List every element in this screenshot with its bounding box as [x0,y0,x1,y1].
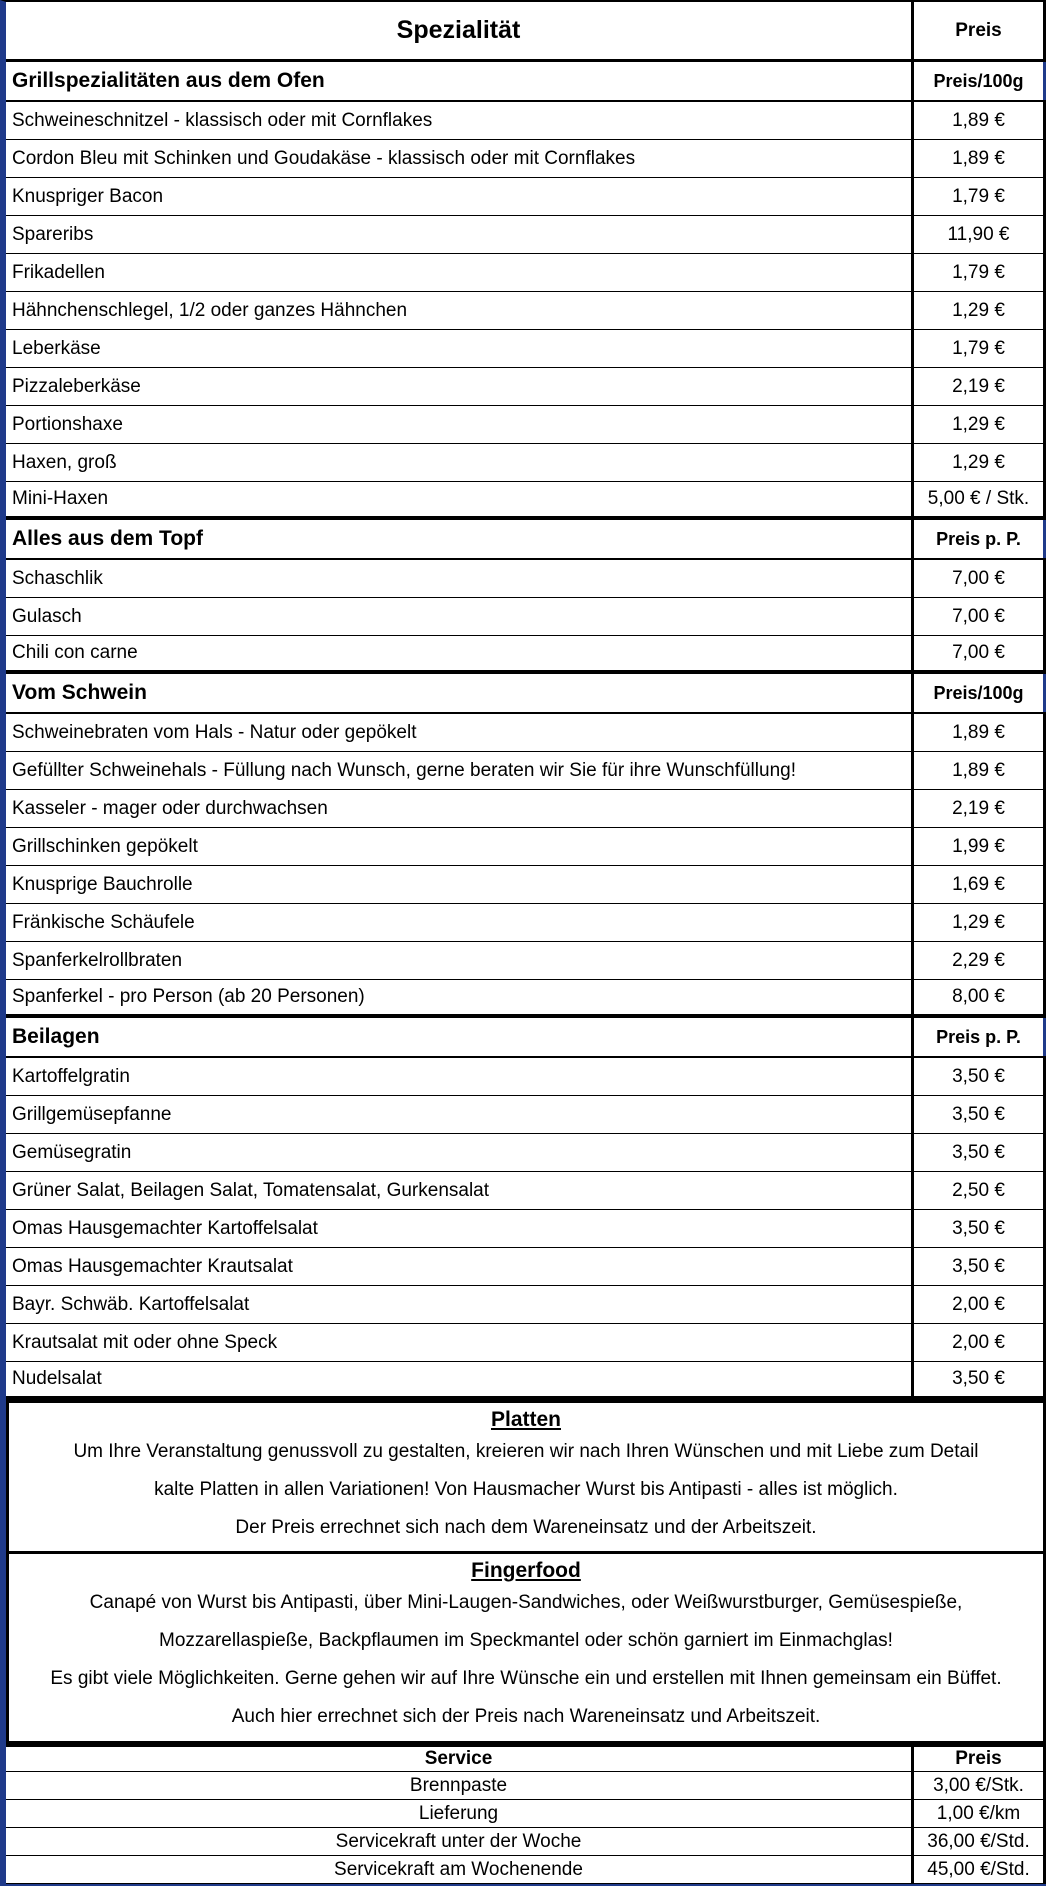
fingerfood-line: Canapé von Wurst bis Antipasti, über Mini-Laugen-Sandwiches, oder Weißwurstburger, Gemüsespieße, [89,1592,963,1613]
table-row [6,1058,1046,1096]
item-name: Kartoffelgratin [6,1058,914,1095]
table-header [6,2,1046,62]
item-price: 2,50 € [914,1172,1046,1209]
table-row [6,1324,1046,1362]
service-price: 45,00 €/Std. [914,1856,1046,1883]
sections-container [6,62,1046,1400]
platten-line: Der Preis errechnet sich nach dem Wareneinsatz und der Arbeitszeit. [235,1517,817,1538]
service-row [6,1856,1046,1884]
item-price: 3,50 € [914,1210,1046,1247]
item-name: Bayr. Schwäb. Kartoffelsalat [6,1286,914,1323]
platten-block [6,1400,1046,1554]
item-name: Portionshaxe [6,406,914,443]
service-price: 36,00 €/Std. [914,1828,1046,1855]
item-price: 1,79 € [914,330,1046,367]
table-row [6,714,1046,752]
section-header [6,674,1046,714]
table-row [6,866,1046,904]
section-header [6,1018,1046,1058]
section-title: Alles aus dem Topf [6,520,914,558]
service-row [6,1800,1046,1828]
item-name: Omas Hausgemachter Kartoffelsalat [6,1210,914,1247]
header-price: Preis [914,2,1046,59]
service-name: Servicekraft unter der Woche [6,1828,914,1855]
item-name: Frikadellen [6,254,914,291]
item-name: Grillgemüsepfanne [6,1096,914,1133]
table-row [6,980,1046,1018]
section-header [6,520,1046,560]
table-row [6,752,1046,790]
item-price: 1,69 € [914,866,1046,903]
table-row [6,216,1046,254]
table-row [6,1134,1046,1172]
table-row [6,482,1046,520]
item-name: Chili con carne [6,636,914,670]
item-price: 1,89 € [914,102,1046,139]
item-name: Spanferkelrollbraten [6,942,914,979]
item-price: 1,29 € [914,444,1046,481]
table-row [6,444,1046,482]
item-name: Knusprige Bauchrolle [6,866,914,903]
item-price: 7,00 € [914,560,1046,597]
table-row [6,560,1046,598]
fingerfood-line: Es gibt viele Möglichkeiten. Gerne gehen wir auf Ihre Wünsche ein und erstellen mit Ihnen gemeinsam ein Büffet. [50,1668,1002,1689]
fingerfood-block [6,1554,1046,1744]
section-price-label: Preis p. P. [914,520,1046,558]
item-price: 1,29 € [914,292,1046,329]
service-row [6,1828,1046,1856]
platten-title: Platten [490,1408,561,1431]
item-price: 5,00 € / Stk. [914,482,1046,516]
table-row [6,828,1046,866]
table-row [6,942,1046,980]
item-price: 8,00 € [914,980,1046,1014]
section-price-label: Preis/100g [914,62,1046,100]
table-row [6,636,1046,674]
item-name: Kasseler - mager oder durchwachsen [6,790,914,827]
item-name: Schweineschnitzel - klassisch oder mit Cornflakes [6,102,914,139]
item-price: 2,00 € [914,1286,1046,1323]
service-name: Servicekraft am Wochenende [6,1856,914,1883]
item-name: Schweinebraten vom Hals - Natur oder gepökelt [6,714,914,751]
section-price-label: Preis p. P. [914,1018,1046,1056]
platten-line: kalte Platten in allen Variationen! Von Hausmacher Wurst bis Antipasti - alles ist möglich. [154,1479,898,1500]
item-name: Nudelsalat [6,1362,914,1396]
section-title: Vom Schwein [6,674,914,712]
item-price: 3,50 € [914,1248,1046,1285]
item-name: Gulasch [6,598,914,635]
service-name: Lieferung [6,1800,914,1827]
item-name: Gemüsegratin [6,1134,914,1171]
item-price: 1,89 € [914,752,1046,789]
service-row [6,1772,1046,1800]
item-price: 3,50 € [914,1134,1046,1171]
item-price: 3,50 € [914,1058,1046,1095]
table-row [6,292,1046,330]
item-name: Mini-Haxen [6,482,914,516]
section-title: Beilagen [6,1018,914,1056]
table-row [6,406,1046,444]
item-name: Gefüllter Schweinehals - Füllung nach Wunsch, gerne beraten wir Sie für ihre Wunschfüllung! [6,752,914,789]
item-price: 1,89 € [914,714,1046,751]
table-row [6,330,1046,368]
item-price: 2,29 € [914,942,1046,979]
item-price: 2,00 € [914,1324,1046,1361]
item-price: 7,00 € [914,598,1046,635]
table-row [6,1210,1046,1248]
table-row [6,790,1046,828]
service-rows [6,1772,1046,1884]
item-price: 1,29 € [914,904,1046,941]
service-price: 3,00 €/Stk. [914,1772,1046,1799]
item-price: 1,99 € [914,828,1046,865]
item-price: 2,19 € [914,368,1046,405]
item-name: Leberkäse [6,330,914,367]
service-price-header: Preis [914,1747,1046,1771]
table-row [6,1248,1046,1286]
service-price: 1,00 €/km [914,1800,1046,1827]
item-name: Krautsalat mit oder ohne Speck [6,1324,914,1361]
item-name: Grillschinken gepökelt [6,828,914,865]
table-row [6,102,1046,140]
table-row [6,254,1046,292]
table-row [6,1362,1046,1400]
item-name: Pizzaleberkäse [6,368,914,405]
table-row [6,1172,1046,1210]
item-name: Spanferkel - pro Person (ab 20 Personen) [6,980,914,1014]
fingerfood-title: Fingerfood [471,1559,581,1582]
item-name: Omas Hausgemachter Krautsalat [6,1248,914,1285]
item-price: 1,29 € [914,406,1046,443]
item-name: Spareribs [6,216,914,253]
item-price: 2,19 € [914,790,1046,827]
item-price: 7,00 € [914,636,1046,670]
table-row [6,904,1046,942]
item-price: 3,50 € [914,1362,1046,1396]
section-header [6,62,1046,102]
service-header [6,1744,1046,1772]
platten-line: Um Ihre Veranstaltung genussvoll zu gestalten, kreieren wir nach Ihren Wünschen und mit Liebe zum Detail [73,1441,979,1462]
table-row [6,140,1046,178]
item-price: 3,50 € [914,1096,1046,1133]
item-name: Grüner Salat, Beilagen Salat, Tomatensalat, Gurkensalat [6,1172,914,1209]
table-row [6,1286,1046,1324]
table-row [6,598,1046,636]
item-name: Haxen, groß [6,444,914,481]
item-price: 1,79 € [914,178,1046,215]
section-price-label: Preis/100g [914,674,1046,712]
item-name: Knuspriger Bacon [6,178,914,215]
item-price: 1,79 € [914,254,1046,291]
table-row [6,178,1046,216]
service-header-label: Service [6,1747,914,1771]
item-name: Fränkische Schäufele [6,904,914,941]
table-row [6,1096,1046,1134]
header-title: Spezialität [6,2,914,59]
item-name: Schaschlik [6,560,914,597]
fingerfood-line: Mozzarellaspieße, Backpflaumen im Speckmantel oder schön garniert im Einmachglas! [159,1630,893,1651]
item-price: 11,90 € [914,216,1046,253]
item-price: 1,89 € [914,140,1046,177]
item-name: Hähnchenschlegel, 1/2 oder ganzes Hähnchen [6,292,914,329]
item-name: Cordon Bleu mit Schinken und Goudakäse - klassisch oder mit Cornflakes [6,140,914,177]
service-name: Brennpaste [6,1772,914,1799]
section-title: Grillspezialitäten aus dem Ofen [6,62,914,100]
fingerfood-line: Auch hier errechnet sich der Preis nach Wareneinsatz und Arbeitszeit. [231,1706,821,1727]
table-row [6,368,1046,406]
